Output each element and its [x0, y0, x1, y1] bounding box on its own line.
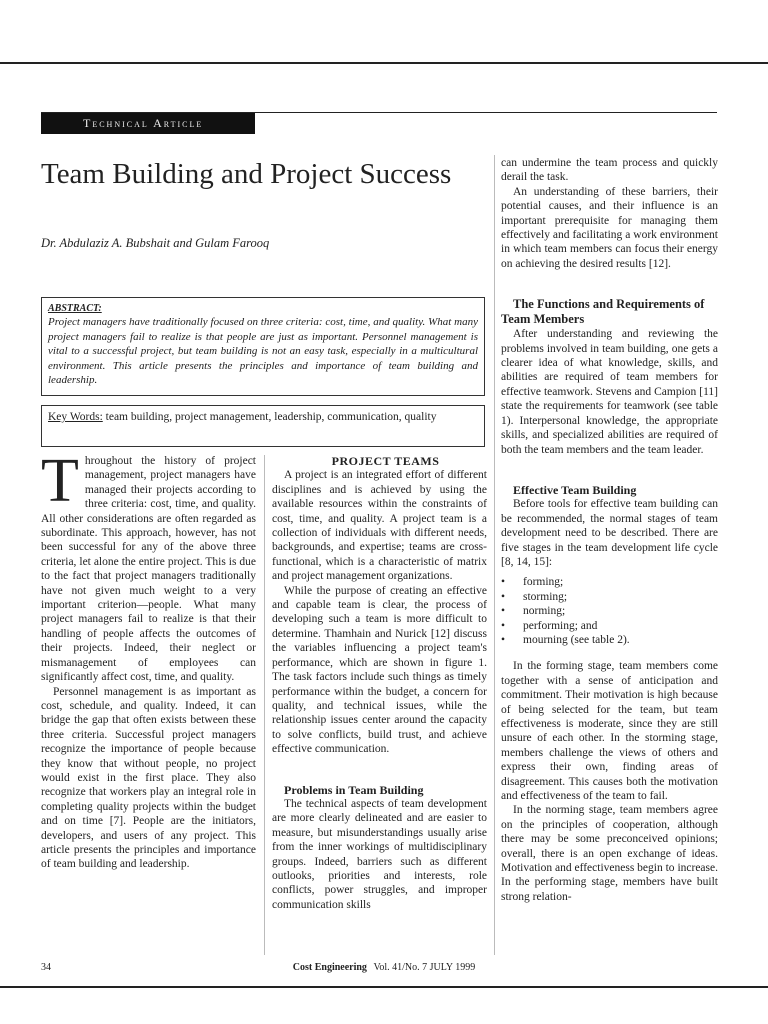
body-paragraph: An understanding of these barriers, their potential causes, and their influence is an important prerequisite for managing them effectively and facilitating a work environment in which team members can focus their energy on achieving the desired results [12]. [501, 185, 718, 270]
body-paragraph: In the norming stage, team members agree on the principles of cooperation, although there may be some preconceived opinions; overall, there is an open exchange of ideas. Motivation and effectiveness begin to increase. In the performing stage, members have built strong relation- [501, 804, 718, 903]
keywords-box [41, 405, 485, 447]
bottom-page-rule [0, 986, 768, 988]
list-item: • norming; [501, 604, 718, 618]
drop-cap: T [41, 447, 79, 515]
body-paragraph: While the purpose of creating an effective and capable team is clear, the process of developing such a team is more difficult to determine. Thamhain and Nurick [12] discuss the variables influencing a project team's performance, which are shown in figure 1. The task factors include such things as timely performance within the budget, a concern for quality, and technical issues, while the relationship issues center around the capacity to solve conflicts, build trust, and achieve effective communication. [272, 584, 487, 756]
subsection-heading-effective-team-building: Effective Team Building [513, 482, 637, 497]
keywords-text: team building, project management, leadership, communication, quality [105, 411, 437, 423]
body-paragraph: The technical aspects of team development are more clearly delineated and are easier to measure, but misunderstandings usually arise from the inner workings of multidisciplinary groups. Indeed, barriers such as different outlooks, priorities and interests, role conflicts, power struggles, and improper communication skills [272, 797, 487, 911]
list-item: • forming; [501, 575, 718, 589]
abstract-box [41, 297, 485, 396]
body-paragraph: Personnel management is as important as cost, schedule, and quality. Indeed, it can bridge the gap that often exists between these three criteria. Successful project managers recognize the importance of people because they know that without people, no project would exist in the first place. They also recognize that workers play an integral role in completing quality projects within the budget and on time [7]. People are the initiators, developers, and users of any project. This article presents the principles and importance of team building and leadership. [41, 685, 256, 871]
list-item: • mourning (see table 2). [501, 633, 718, 647]
abstract-label: ABSTRACT: [48, 303, 102, 314]
page-number: 34 [41, 962, 51, 973]
intro-text: hroughout the history of project management, project managers have managed their projects according to three criteria: cost, time, and quality. All other considerations are often regarded as subordinate. This approach, however, has not been successful for any of the above three criteria, let alone the entire project. This is due to the fact that project managers traditionally have not given much weight to a very important criterion—people. What many project managers fail to realize is that their handling of people affects the outcomes of their projects. Indeed, their neglect or mismanagement of employees can significantly affect cost, time, and quality. [41, 455, 256, 684]
journal-issue: Vol. 41/No. 7 JULY 1999 [373, 962, 476, 973]
journal-citation [0, 962, 768, 973]
body-column-2 [272, 454, 487, 912]
team-stages-list [501, 575, 718, 647]
body-paragraph: A project is an integrated effort of different disciplines and is achieved by using the available resources within the constraints of cost, time, and quality. A project team is a collection of individuals with different needs, backgrounds, and expertise; teams are cross-functional, which is a characteristic of matrix and project management organizations. [272, 469, 487, 583]
section-heading-project-teams: PROJECT TEAMS [331, 454, 440, 468]
abstract-text: Project managers have traditionally focused on three criteria: cost, time, and quality. What many project managers fail to realize is that people are just as important. Personnel management is vital to a successful project, but team building is not an easy task, especially in a multicultural environment. This article presents the principles and importance of team building and leadership. [48, 316, 478, 387]
section-heading-functions: The Functions and Requirements of Team Members [501, 297, 705, 327]
body-paragraph: After understanding and reviewing the problems involved in team building, one gets a clearer idea of what knowledge, skills, and abilities are required of team members for effective teamwork. Stevens and Campion [11] state the requirements for teamwork (see table 1). Interpersonal knowledge, the appropriate skills, and specialized abilities are required of both the team members and the team leader. [501, 328, 718, 456]
journal-name: Cost Engineering [292, 962, 367, 973]
subsection-heading-problems: Problems in Team Building [284, 782, 424, 797]
body-paragraph: can undermine the team process and quickly derail the task. [501, 157, 718, 184]
body-column-3 [501, 156, 718, 904]
list-item: • performing; and [501, 619, 718, 633]
article-authors: Dr. Abdulaziz A. Bubshait and Gulam Farooq [41, 236, 270, 250]
body-paragraph: Before tools for effective team building can be recommended, the normal stages of team development need to be described. There are five stages in the team development life cycle [8, 14, 15]: [501, 498, 718, 568]
top-page-rule [0, 62, 768, 64]
column-divider-1 [264, 455, 265, 955]
article-title: Team Building and Project Success [41, 158, 452, 190]
section-banner: Technical Article [41, 113, 255, 134]
intro-paragraph [41, 447, 256, 685]
body-paragraph: In the forming stage, team members come together with a sense of anticipation and commitment. Their motivation is high because of being selected for the team, but team effectiveness is moderate, since they are still unsure of each other. In the storming stage, members challenge the views of others and express their own, finding areas of disagreement. This causes both the motivation and effectiveness of the team to fail. [501, 660, 718, 803]
column-divider-2 [494, 155, 495, 955]
body-column-1 [41, 447, 256, 872]
keywords-label: Key Words: [48, 411, 103, 423]
list-item: • storming; [501, 590, 718, 604]
